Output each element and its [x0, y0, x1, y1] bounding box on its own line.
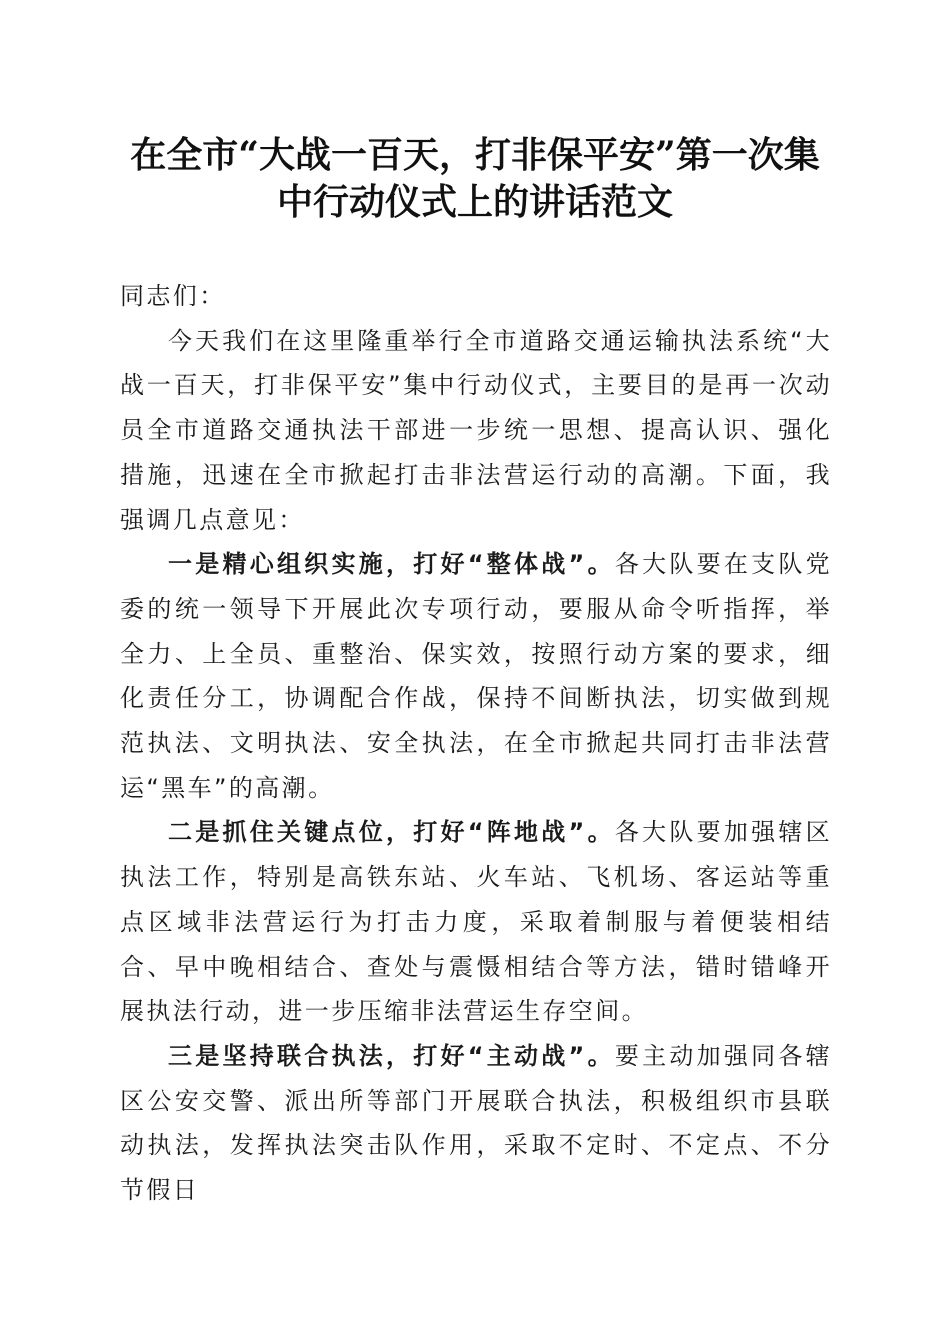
title-line-2: 中行动仪式上的讲话范文	[276, 181, 673, 223]
intro-paragraph: 今天我们在这里隆重举行全市道路交通运输执法系统“大战一百天，打非保平安”集中行动仪式，主要目的是再一次动员全市道路交通执法干部进一步统一思想、提高认识、强化措施，迅速在全市掀起打击非法营运行动的高潮。下面，我强调几点意见：	[120, 326, 832, 534]
section-text-1: 各大队要在支队党委的统一领导下开展此次专项行动，要服从命令听指挥，举全力、上全员、重整治、保实效，按照行动方案的要求，细化责任分工，协调配合作战，保持不间断执法，切实做到规范执法、文明执法、安全执法，在全市掀起共同打击非法营运“黑车”的高潮。	[120, 550, 832, 802]
salutation: 同志们：	[120, 282, 226, 310]
section-paragraph-3	[120, 1034, 832, 1213]
section-text-2: 各大队要加强辖区执法工作，特别是高铁东站、火车站、飞机场、客运站等重点区域非法营运行为打击力度，采取着制服与着便装相结合、早中晚相结合、查处与震慑相结合等方法，错时错峰开展执法行动，进一步压缩非法营运生存空间。	[120, 818, 832, 1026]
section-text-3: 要主动加强同各辖区公安交警、派出所等部门开展联合执法，积极组织市县联动执法，发挥执法突击队作用，采取不定时、不定点、不分节假日	[120, 1041, 832, 1205]
section-paragraph-2	[120, 810, 832, 1034]
section-paragraph-1	[120, 542, 832, 810]
document-title	[100, 132, 850, 226]
section-lead-3: 三是坚持联合执法，打好“主动战”。	[168, 1041, 615, 1070]
title-line-1: 在全市“大战一百天，打非保平安”第一次集	[130, 134, 820, 176]
document-body	[120, 274, 832, 1213]
section-lead-2: 二是抓住关键点位，打好“阵地战”。	[168, 818, 615, 847]
section-lead-1: 一是精心组织实施，打好“整体战”。	[168, 550, 615, 579]
